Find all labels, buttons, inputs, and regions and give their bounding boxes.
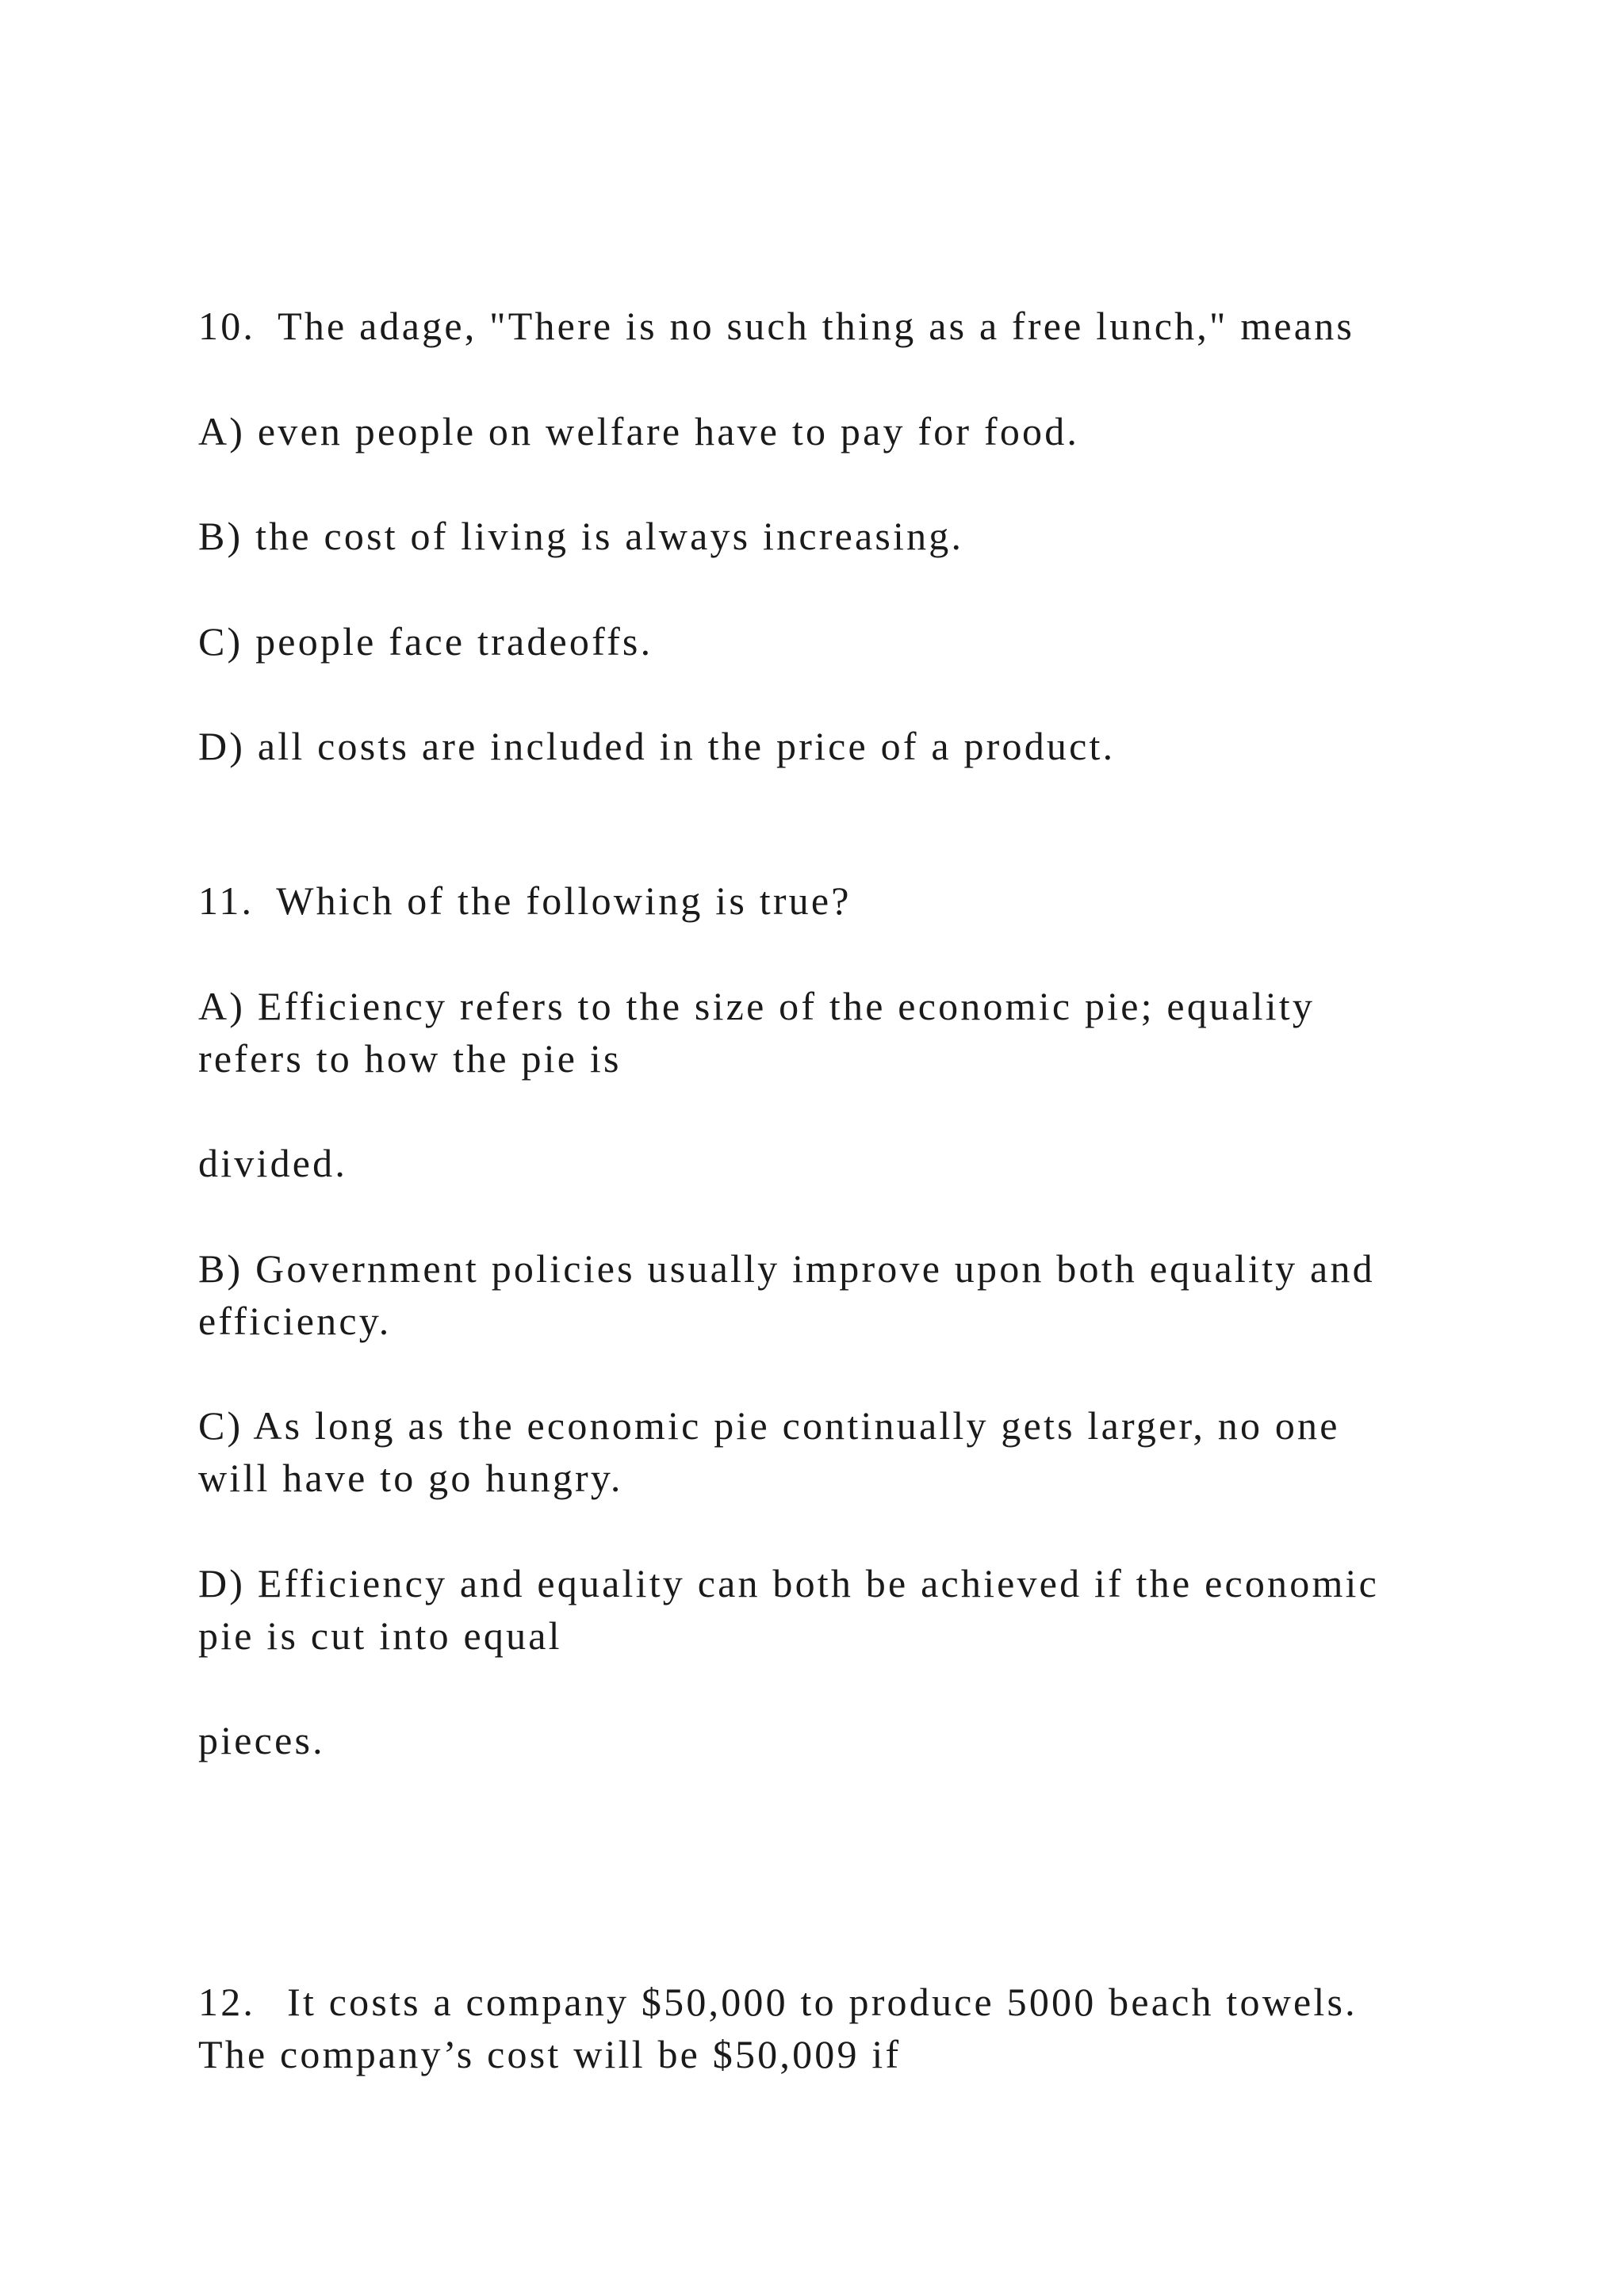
- answer-option-a-line-1: A) Efficiency refers to the size of the economic pie; equality: [198, 984, 1316, 1028]
- answer-option-c: C) people face tradeoffs.: [198, 619, 653, 664]
- question-number: 10.: [198, 304, 256, 348]
- question-text: The adage, "There is no such thing as a free lunch," means: [278, 304, 1355, 348]
- answer-option-d: D) all costs are included in the price of a product.: [198, 724, 1116, 768]
- question-number: 11.: [198, 878, 255, 923]
- answer-option-d-line-1: D) Efficiency and equality can both be achieved if the economic: [198, 1561, 1380, 1605]
- answer-option-d-continuation: pieces.: [198, 1718, 325, 1762]
- question-stem: [198, 300, 1354, 352]
- question-number: 12.: [198, 1980, 256, 2024]
- question-stem: [198, 874, 852, 927]
- question-stem-line-1: [198, 1976, 1358, 2028]
- answer-option-b-line-1: B) Government policies usually improve upon both equality and: [198, 1246, 1375, 1291]
- answer-option-a-continuation: divided.: [198, 1141, 348, 1185]
- question-text: It costs a company $50,000 to produce 5000 beach towels.: [287, 1980, 1358, 2024]
- answer-option-d-line-2: pie is cut into equal: [198, 1613, 562, 1658]
- answer-option-b: B) the cost of living is always increasing.: [198, 514, 964, 558]
- answer-option-c-line-1: C) As long as the economic pie continually gets larger, no one: [198, 1403, 1340, 1448]
- answer-option-b-line-2: efficiency.: [198, 1299, 392, 1343]
- answer-option-a-line-2: refers to how the pie is: [198, 1036, 622, 1081]
- answer-option-a: A) even people on welfare have to pay for food.: [198, 409, 1080, 453]
- answer-option-c-line-2: will have to go hungry.: [198, 1456, 623, 1500]
- question-stem-line-2: The company’s cost will be $50,009 if: [198, 2032, 902, 2076]
- question-text: Which of the following is true?: [276, 878, 852, 923]
